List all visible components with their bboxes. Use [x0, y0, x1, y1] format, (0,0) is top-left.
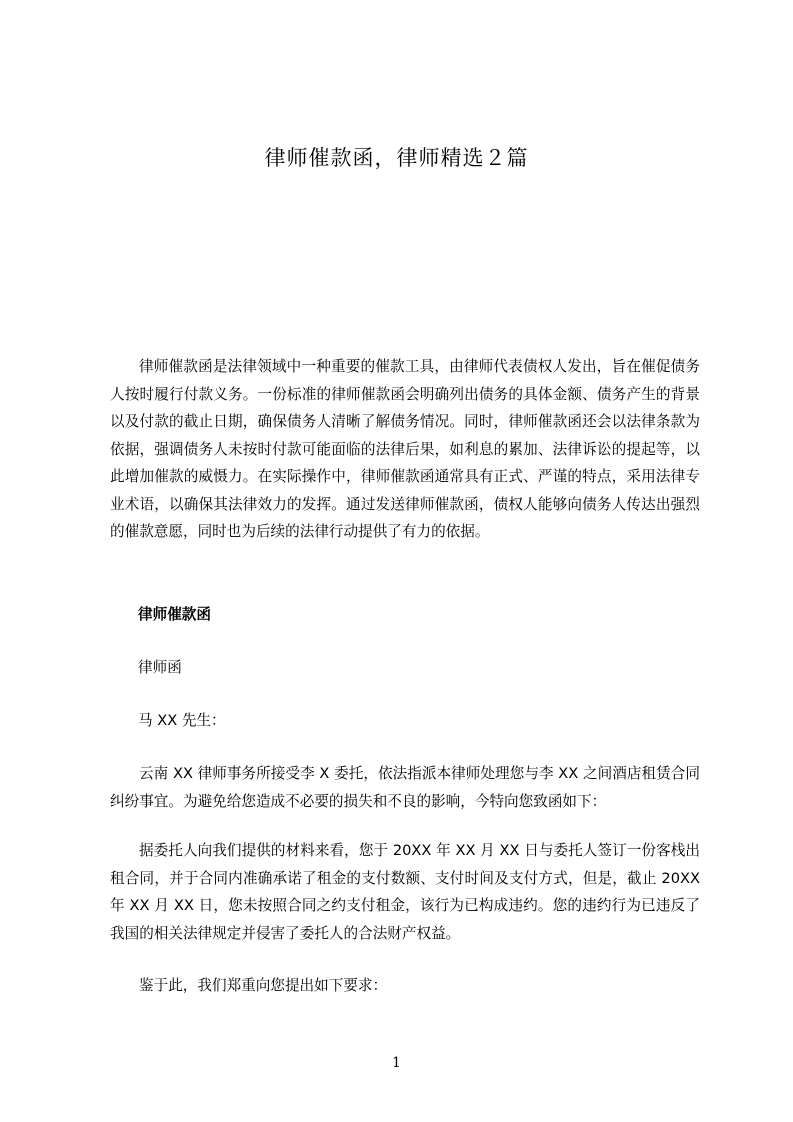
document-title: 律师催款函，律师精选２篇 [264, 146, 529, 170]
page-number: 1 [392, 1055, 401, 1071]
section-heading: 律师催款函 [138, 606, 211, 623]
salutation: 马 XX 先生： [138, 712, 226, 729]
letter-paragraph-2: 据委托人向我们提供的材料来看，您于 20XX 年 XX 月 XX 日与委托人签订一份客栈出租合同，并于合同内准确承诺了租金的支付数额、支付时间及支付方式，但是，截止 20XX 年 XX 月 XX 日，您未按照合同之约支付租金，该行为已构成违约。您的违约行为已违反了我国的相关法律规定并侵害了委托人的合法财产权益。 [110, 842, 700, 942]
letter-type-label: 律师函 [138, 659, 182, 676]
intro-paragraph: 律师催款函是法律领域中一种重要的催款工具，由律师代表债权人发出，旨在催促债务人按时履行付款义务。一份标准的律师催款函会明确列出债务的具体金额、债务产生的背景以及付款的截止日期，确保债务人清晰了解债务情况。同时，律师催款函还会以法律条款为依据，强调债务人未按时付款可能面临的法律后果，如利息的累加、法律诉讼的提起等，以此增加催款的威慑力。在实际操作中，律师催款函通常具有正式、严谨的特点，采用法律专业术语，以确保其法律效力的发挥。通过发送律师催款函，债权人能够向债务人传达出强烈的催款意愿，同时也为后续的法律行动提供了有力的依据。 [110, 358, 700, 540]
letter-paragraph-1: 云南 XX 律师事务所接受李 X 委托，依法指派本律师处理您与李 XX 之间酒店租赁合同纠纷事宜。为避免给您造成不必要的损失和不良的影响，今特向您致函如下： [110, 765, 700, 810]
letter-paragraph-3: 鉴于此，我们郑重向您提出如下要求： [139, 977, 388, 994]
